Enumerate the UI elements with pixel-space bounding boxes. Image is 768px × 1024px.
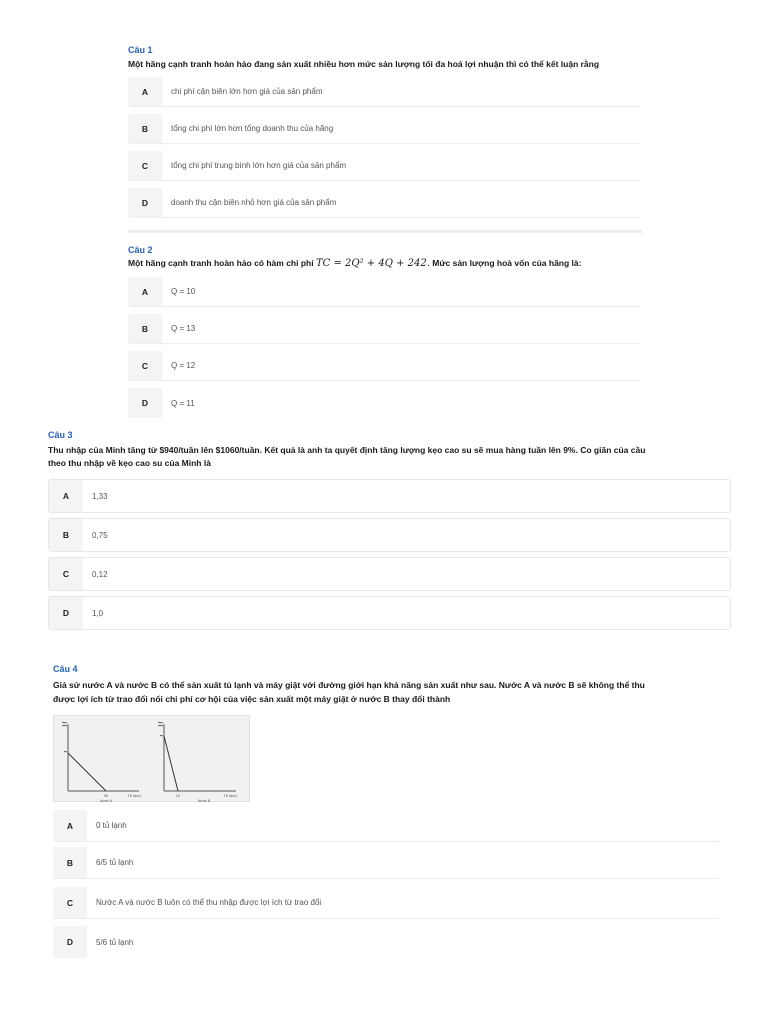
question-4-text-line-2: được lợi ích từ trao đổi nối chi phí cơ hội của việc sản xuất một máy giặt ở nước B thay đổi thành: [53, 694, 451, 704]
option-text: 6/5 tủ lạnh: [96, 858, 134, 867]
question-3-option-a[interactable]: [48, 479, 731, 513]
option-text: doanh thu cận biên nhỏ hơn giá của sản phẩm: [171, 198, 337, 207]
question-4-option-d[interactable]: [53, 926, 720, 958]
ppf-b-curve: [164, 736, 178, 791]
ppf-a-caption: Nước A: [99, 799, 113, 803]
option-letter: A: [128, 277, 162, 306]
question-2-option-c[interactable]: [128, 351, 642, 381]
option-letter: A: [53, 810, 87, 841]
ppf-a-x-tick: 30: [103, 793, 109, 798]
question-4-text-line-1: Giả sử nước A và nước B có thể sản xuất tủ lạnh và máy giặt với đường giới hạn khả năng sản xuất như sau. Nước A và nước B sẽ không thể thu: [53, 680, 645, 690]
option-text: 1,0: [92, 608, 104, 618]
option-text: Q = 13: [171, 324, 196, 333]
question-4-label: Câu 4: [53, 664, 78, 674]
question-4-option-a[interactable]: [53, 810, 720, 842]
option-text: 0 tủ lạnh: [96, 821, 127, 830]
section-divider: [128, 230, 642, 233]
ppf-b-caption: Nước B: [197, 799, 211, 803]
question-1-option-d[interactable]: [128, 188, 642, 218]
cost-formula: TC = 2Q² + 4Q + 242.: [315, 258, 430, 269]
question-3-text-line-1: Thu nhập của Minh tăng từ $940/tuần lên $1060/tuần. Kết quả là anh ta quyết định tăng lượng kẹo cao su sẽ mua hàng tuần lên 9%. Co giãn của cầu: [48, 445, 646, 455]
question-4-option-c[interactable]: [53, 887, 720, 919]
option-letter: A: [128, 77, 162, 106]
option-letter: B: [128, 314, 162, 343]
question-2-text-after: Mức sản lượng hoà vốn của hãng là:: [432, 258, 582, 268]
option-letter: C: [49, 558, 83, 590]
question-2-label: Câu 2: [128, 245, 153, 255]
ppf-b-x-tick: 12: [175, 793, 181, 798]
option-text: 5/6 tủ lạnh: [96, 937, 134, 947]
question-1-option-b[interactable]: [128, 114, 642, 144]
option-text: tổng chi phí lớn hơn tổng doanh thu của hãng: [171, 124, 334, 133]
option-text: Nước A và nước B luôn có thể thu nhập được lợi ích từ trao đổi: [96, 898, 322, 907]
option-text: chi phí cận biên lớn hơn giá của sản phẩm: [171, 87, 323, 96]
option-letter: B: [53, 847, 87, 878]
option-text: tổng chi phí trung bình lớn hơn giá của sản phẩm: [171, 161, 347, 170]
option-letter: D: [53, 926, 87, 958]
question-3-option-b[interactable]: [48, 518, 731, 552]
question-3-option-d[interactable]: [48, 596, 731, 630]
option-text: 1,33: [92, 491, 108, 501]
question-4-option-b[interactable]: [53, 847, 720, 879]
question-2-text: [128, 257, 648, 270]
option-letter: D: [49, 597, 83, 629]
option-text: Q = 12: [171, 361, 196, 370]
option-letter: D: [128, 388, 162, 418]
question-3-option-c[interactable]: [48, 557, 731, 591]
question-3-text-line-2: theo thu nhập về kẹo cao su của Minh là: [48, 458, 211, 468]
option-letter: C: [53, 887, 87, 918]
question-1-option-c[interactable]: [128, 151, 642, 181]
option-letter: A: [49, 480, 83, 512]
question-2-option-b[interactable]: [128, 314, 642, 344]
question-2-text-before: Một hãng cạnh tranh hoàn hảo có hàm chi phí: [128, 258, 314, 268]
option-letter: B: [49, 519, 83, 551]
option-text: Q = 10: [171, 287, 196, 296]
option-letter: C: [128, 351, 162, 380]
question-1-label: Câu 1: [128, 45, 153, 55]
ppf-a-x-axis-label: Tủ lạnh: [127, 793, 141, 798]
ppf-graph-image: [53, 715, 250, 802]
question-2-option-d[interactable]: [128, 388, 642, 418]
option-letter: D: [128, 188, 162, 217]
option-text: Q = 11: [171, 398, 195, 408]
question-1-option-a[interactable]: [128, 77, 642, 107]
option-text: 0,12: [92, 569, 108, 579]
question-1-text: Một hãng cạnh tranh hoàn hảo đang sản xuất nhiều hơn mức sản lượng tối đa hoá lợi nhuận thì có thể kết luận rằng: [128, 59, 600, 69]
ppf-b-x-axis-label: Tủ lạnh: [223, 793, 237, 798]
option-text: 0,75: [92, 530, 108, 540]
ppf-a-curve: [68, 753, 106, 791]
option-letter: B: [128, 114, 162, 143]
ppf-graph: [54, 716, 251, 803]
question-2-option-a[interactable]: [128, 277, 642, 307]
option-letter: C: [128, 151, 162, 180]
question-3-label: Câu 3: [48, 430, 73, 440]
